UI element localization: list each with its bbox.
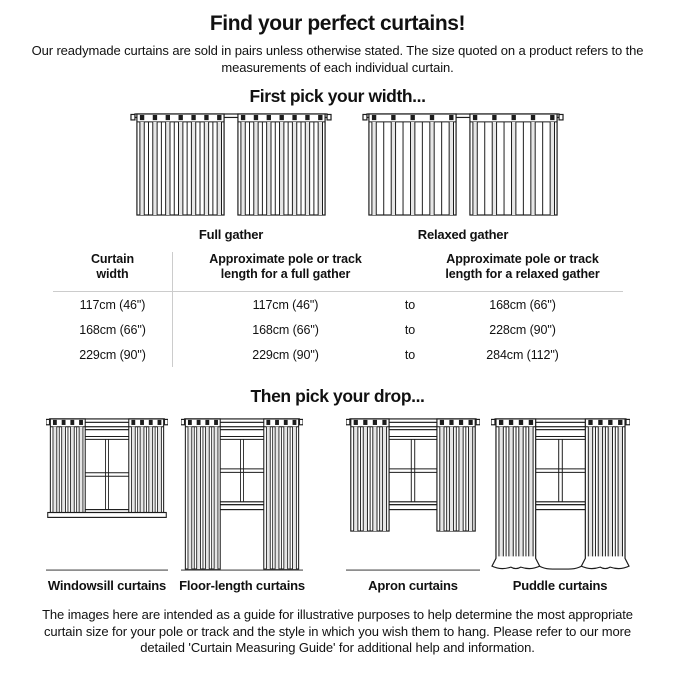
column-header-relaxed-gather-length (422, 252, 623, 292)
apron-curtains-label: Apron curtains (368, 578, 458, 593)
column-header-curtain-width (53, 252, 173, 292)
width-section-heading: First pick your width... (249, 86, 426, 106)
column-header-text: Approximate pole or track length for a relaxed gather (445, 252, 600, 281)
cell-joiner: to (404, 322, 416, 337)
column-header-spacer (398, 252, 422, 292)
cell-full-gather-length: 117cm (46") (252, 297, 319, 312)
width-illustrations (0, 112, 675, 246)
size-table (53, 252, 623, 367)
windowsill-curtains-label: Windowsill curtains (47, 578, 167, 593)
column-header-text: Curtain width (90, 252, 135, 281)
page-title: Find your perfect curtains! (209, 12, 466, 35)
floor-length-curtains-illustration (181, 416, 303, 572)
cell-relaxed-gather-length: 284cm (112") (486, 347, 559, 362)
cell-curtain-width: 168cm (66") (53, 317, 173, 342)
drop-illustrations (0, 416, 675, 598)
puddle-curtains-illustration (491, 416, 630, 572)
relaxed-gather-label: Relaxed gather (417, 227, 509, 242)
full-gather-curtains-illustration (129, 112, 333, 217)
windowsill-curtains-illustration (46, 416, 168, 572)
cell-curtain-width: 229cm (90") (53, 342, 173, 367)
column-header-text: Approximate pole or track length for a full gather (209, 252, 362, 281)
intro-text: Our readymade curtains are sold in pairs unless otherwise stated. The size quoted on a product refers to the measurements of each individual curtain. (31, 43, 644, 75)
drop-section-heading: Then pick your drop... (250, 386, 425, 406)
apron-curtains-illustration (346, 416, 480, 572)
cell-full-gather-length: 229cm (90") (252, 347, 319, 362)
cell-relaxed-gather-length: 168cm (66") (489, 297, 556, 312)
puddle-curtains-label: Puddle curtains (512, 578, 608, 593)
full-gather-label: Full gather (198, 227, 264, 242)
cell-curtain-width: 117cm (46") (53, 292, 173, 317)
relaxed-gather-curtains-illustration (361, 112, 565, 217)
cell-relaxed-gather-length: 228cm (90") (489, 322, 556, 337)
column-header-full-gather-length (173, 252, 398, 292)
cell-joiner: to (404, 297, 416, 312)
cell-joiner: to (404, 347, 416, 362)
cell-full-gather-length: 168cm (66") (252, 322, 319, 337)
floor-length-curtains-label: Floor-length curtains (179, 578, 305, 593)
footer-note: The images here are intended as a guide for illustrative purposes to help determine the most appropriate curtain size for your pole or track and the style in which you wish them to hang. Please refer to our more detailed 'Curtain Measuring Guide' for additional help and information. (42, 607, 633, 655)
